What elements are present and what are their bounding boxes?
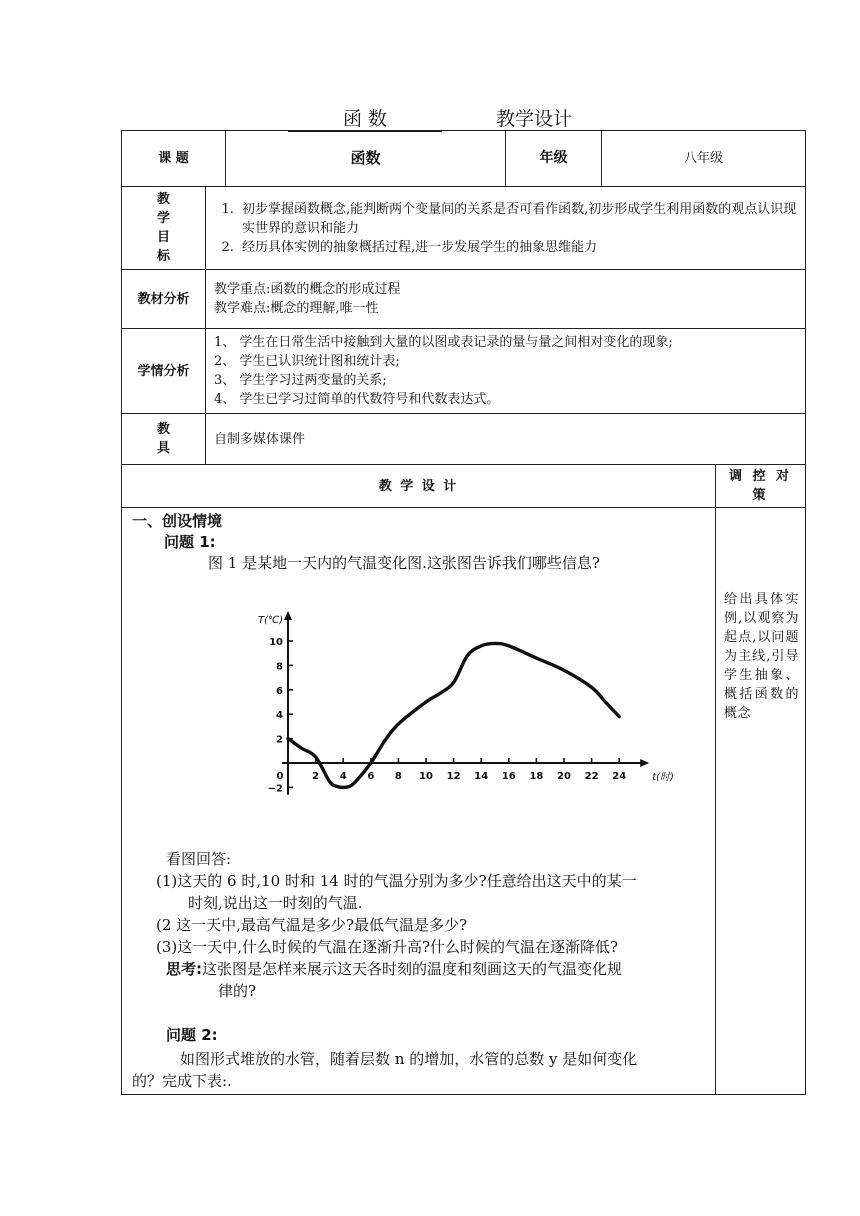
question-1-text: 图 1 是某地一天内的气温变化图.这张图告诉我们哪些信息? — [208, 554, 600, 572]
think-prompt: 思考:这张图是怎样来展示这天各时刻的温度和刻画这天的气温变化规 — [166, 960, 623, 978]
topic-value: 函数 — [226, 131, 506, 187]
students-content — [206, 329, 806, 414]
section-heading: 一、创设情境 — [132, 512, 223, 530]
question-2-text-cont: 的？完成下表:. — [132, 1072, 232, 1090]
x-tick-label: 22 — [584, 771, 599, 782]
x-tick-label: 20 — [557, 771, 571, 782]
topic-label: 课 题 — [122, 131, 226, 187]
y-tick-label: 10 — [269, 637, 283, 648]
y-tick-label: 4 — [276, 710, 283, 722]
grade-value: 八年级 — [602, 131, 806, 187]
temperature-curve — [288, 643, 619, 787]
y-tick-label: 2 — [276, 734, 283, 746]
material-content — [206, 270, 806, 329]
strategy-note: 给出具体实例,以观察为起点,以问题为主线,引导学生抽象、概括函数的概念 — [716, 508, 806, 1095]
x-tick-label: 14 — [474, 771, 489, 782]
grade-label: 年级 — [506, 131, 602, 187]
x-tick-label: 12 — [446, 771, 461, 782]
goal-item: 1. 初步掌握函数概念,能判断两个变量间的关系是否可看作函数,初步形成学生利用函数的观点认识现实世界的意识和能力 — [238, 200, 797, 238]
document-title — [0, 104, 860, 132]
x-tick-label: 6 — [367, 771, 375, 782]
y-axis-arrow — [284, 611, 292, 620]
x-tick-label: 2 — [312, 771, 320, 782]
question-2-text: 如图形式堆放的水管，随着层数 n 的增加，水管的总数 y 是如何变化 — [180, 1050, 638, 1068]
goal-item: 2. 经历具体实例的抽象概括过程,进一步发展学生的抽象思维能力 — [238, 238, 797, 257]
x-tick-label: 18 — [529, 771, 544, 782]
y-tick-label: 6 — [276, 685, 283, 697]
tools-content: 自制多媒体课件 — [206, 414, 806, 465]
x-tick-label: 4 — [339, 771, 347, 782]
material-label: 教材分析 — [122, 270, 206, 329]
answer-1b: 时刻,说出这一时刻的气温. — [188, 894, 363, 912]
answer-intro: 看图回答: — [166, 850, 232, 868]
goals-content — [206, 187, 806, 270]
question-2-label: 问题 2: — [166, 1026, 218, 1044]
title-underline — [442, 108, 496, 131]
students-line: 4、 学生已学习过简单的代数符号和代数表达式。 — [214, 392, 500, 407]
students-line: 1、 学生在日常生活中接触到大量的以图或表记录的量与量之间相对变化的现象; — [214, 335, 673, 350]
y-axis-label: T(℃) — [258, 615, 284, 626]
material-line: 教学难点:概念的理解,唯一性 — [214, 301, 379, 316]
answer-1a: (1)这天的 6 时,10 时和 14 时的气温分别为多少?任意给出这天中的某一 — [156, 872, 637, 890]
students-line: 2、 学生已认识统计图和统计表; — [214, 354, 400, 369]
question-1-label: 问题 1: — [164, 533, 216, 551]
x-axis-label: t(时) — [652, 772, 674, 783]
students-line: 3、 学生学习过两变量的关系; — [214, 373, 387, 388]
title-topic: 函 数 — [288, 104, 442, 132]
tools-label: 教 具 — [122, 414, 206, 465]
title-suffix: 教学设计 — [495, 108, 572, 130]
material-line: 教学重点:函数的概念的形成过程 — [214, 282, 401, 297]
strategy-header: 调 控 对 策 — [716, 465, 806, 508]
x-tick-label: 10 — [419, 771, 433, 782]
temperature-chart — [248, 608, 708, 808]
x-axis-arrow — [640, 759, 649, 767]
x-tick-label: 8 — [394, 771, 402, 782]
x-tick-label: 16 — [501, 771, 516, 782]
goals-label: 教 学 目 标 — [122, 187, 206, 270]
lesson-plan-table — [121, 130, 806, 1095]
students-label: 学情分析 — [122, 329, 206, 414]
y-tick-label: −2 — [267, 783, 283, 795]
design-content — [122, 508, 716, 1095]
think-prompt-cont: 律的? — [218, 982, 257, 1000]
answer-2: (2 这一天中,最高气温是多少?最低气温是多少? — [156, 916, 468, 934]
x-tick-label: 24 — [612, 771, 627, 782]
design-header: 教 学 设 计 — [122, 465, 716, 508]
answer-3: (3)这一天中,什么时候的气温在逐渐升高?什么时候的气温在逐渐降低? — [156, 938, 619, 956]
y-tick-label: 8 — [276, 661, 283, 673]
x-tick-label: 0 — [276, 771, 284, 782]
